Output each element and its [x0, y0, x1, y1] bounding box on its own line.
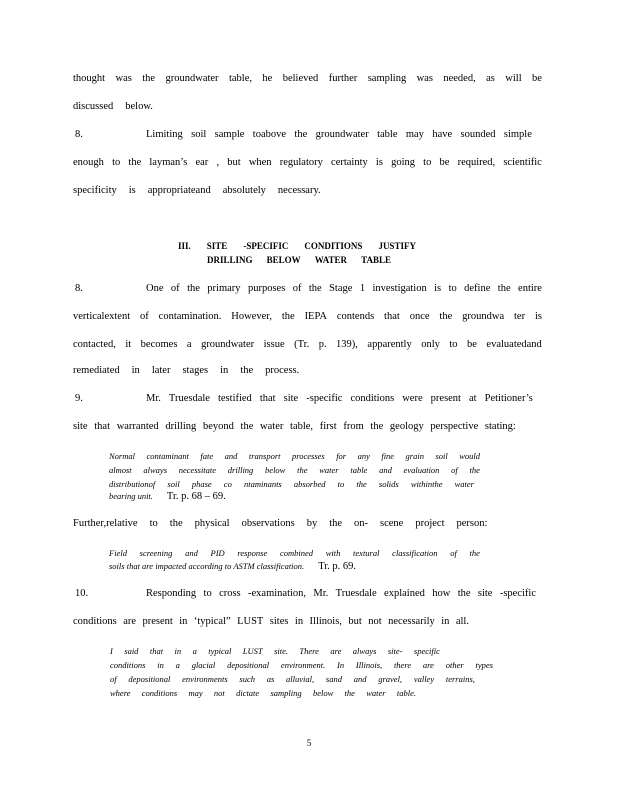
block-quote-line [109, 465, 480, 475]
word: where [110, 688, 131, 698]
word: of [110, 674, 117, 684]
word: there [393, 660, 412, 670]
word: necessarily [388, 616, 435, 627]
word: needed, [443, 73, 476, 84]
word: that [384, 311, 400, 322]
word: to [449, 339, 458, 350]
word: absorbed [293, 479, 326, 489]
word: site [477, 588, 493, 599]
word: Field [109, 548, 127, 558]
word: be [439, 157, 450, 168]
word: I [110, 646, 113, 656]
word: may [188, 688, 203, 698]
word: groundwater [165, 73, 219, 84]
word: Further,relative [73, 518, 138, 529]
word: ter [514, 311, 526, 322]
word: other [445, 660, 464, 670]
word: and [224, 451, 238, 461]
word: remediated [73, 365, 120, 376]
word: have [432, 129, 453, 140]
body-line [73, 185, 542, 196]
word: always [352, 646, 377, 656]
word: entire [518, 283, 542, 294]
word: TABLE [361, 255, 391, 265]
body-line [73, 101, 542, 112]
word: ‘typical” [193, 616, 231, 627]
word: would [459, 451, 480, 461]
word: that [149, 646, 164, 656]
word: drilling [165, 421, 197, 432]
body-line [73, 616, 469, 627]
word: drilling [227, 465, 254, 475]
block-quote-line [109, 561, 480, 572]
word: groundwa [462, 311, 505, 322]
block-quote-line [109, 479, 474, 489]
word: but [227, 157, 241, 168]
word: perspective [430, 421, 479, 432]
word: conditions [110, 660, 146, 670]
word: CONDITIONS [304, 241, 363, 251]
word: (Tr. [294, 339, 310, 350]
word: gravel, [378, 674, 403, 684]
word: necessary. [277, 185, 321, 196]
word: soil [167, 479, 180, 489]
block-quote-line [109, 451, 480, 461]
word: appropriateand [147, 185, 211, 196]
word: the [240, 421, 254, 432]
word: that [94, 421, 111, 432]
word: absolutely [222, 185, 266, 196]
word: was [115, 73, 132, 84]
word: One [146, 283, 164, 294]
word: the [356, 479, 367, 489]
word: said [124, 646, 139, 656]
quote-text: bearing unit. [109, 491, 153, 501]
word: almost [109, 465, 132, 475]
word: the [294, 129, 308, 140]
word: define [464, 283, 491, 294]
word: Mr. [313, 588, 329, 599]
word: that [259, 393, 276, 404]
word: BELOW [266, 255, 301, 265]
paragraph-number: 8. [75, 129, 83, 140]
word: water [454, 479, 474, 489]
word: site [73, 421, 88, 432]
word: depositional [227, 660, 270, 670]
word: , [216, 157, 220, 168]
word: of [140, 311, 149, 322]
word: classification [392, 548, 438, 558]
word: solids [378, 479, 399, 489]
word: sampling [270, 688, 302, 698]
word: in [174, 646, 182, 656]
word: below [265, 465, 286, 475]
word: present [142, 616, 173, 627]
word: any [357, 451, 370, 461]
word: further [328, 73, 358, 84]
word: to [337, 479, 345, 489]
word: the [169, 518, 183, 529]
body-line [73, 339, 542, 350]
word: ear [195, 157, 209, 168]
paragraph-number: 10. [75, 588, 89, 599]
word: IEPA [304, 311, 327, 322]
word: DRILLING [207, 255, 253, 265]
body-line [73, 365, 542, 376]
word: a [186, 339, 192, 350]
word: was [416, 73, 433, 84]
word: table. [396, 688, 416, 698]
word: as [266, 674, 275, 684]
word: terrains, [445, 674, 475, 684]
word: co [223, 479, 232, 489]
word: to [423, 157, 432, 168]
word: types [475, 660, 493, 670]
word: the [457, 588, 471, 599]
word: may [405, 129, 424, 140]
word: In [337, 660, 345, 670]
word: to [448, 283, 457, 294]
word: on- [354, 518, 369, 529]
word: stages [182, 365, 209, 376]
word: the [281, 311, 295, 322]
word: the [329, 518, 343, 529]
word: he [262, 73, 273, 84]
word: stating: [484, 421, 516, 432]
word: is [128, 185, 136, 196]
word: a [175, 660, 180, 670]
word: but [348, 616, 362, 627]
word: as [486, 73, 495, 84]
word: of [451, 465, 458, 475]
word: scientific [503, 157, 542, 168]
word: conditions [141, 688, 178, 698]
block-quote-line [110, 646, 440, 656]
word: regulatory [279, 157, 323, 168]
word: only [421, 339, 440, 350]
word: will [505, 73, 522, 84]
word: and [185, 548, 198, 558]
body-line [73, 421, 516, 432]
word: sounded [460, 129, 496, 140]
word: table [350, 465, 368, 475]
word: LUST [242, 646, 263, 656]
word: screening [139, 548, 173, 558]
word: depositional [128, 674, 171, 684]
word: from [343, 421, 364, 432]
word: the [240, 365, 254, 376]
word: table [377, 129, 398, 140]
word: distributionof [109, 479, 156, 489]
word: physical [194, 518, 230, 529]
transcript-citation: Tr. p. 68 – 69. [166, 491, 226, 502]
word: Stage [329, 283, 353, 294]
word: p. [318, 339, 327, 350]
word: certainty [331, 157, 368, 168]
word: PID [210, 548, 225, 558]
word: site- [387, 646, 403, 656]
word: dictate [236, 688, 260, 698]
word: simple [503, 129, 532, 140]
word: testified [217, 393, 252, 404]
paragraph-number: 9. [75, 393, 83, 404]
body-line [73, 157, 542, 168]
word: required, [457, 157, 496, 168]
word: sample [214, 129, 245, 140]
word: environment. [280, 660, 326, 670]
word: sampling [367, 73, 407, 84]
word: Mr. [146, 393, 161, 404]
word: WATER [314, 255, 348, 265]
word: and [353, 674, 367, 684]
word: with [325, 548, 341, 558]
word: toabove [252, 129, 287, 140]
word: of [170, 283, 180, 294]
word: at [469, 393, 477, 404]
word: by [306, 518, 318, 529]
body-line [146, 129, 532, 140]
word: becomes [140, 339, 178, 350]
word: the [439, 311, 453, 322]
word: textural [353, 548, 380, 558]
word: fate [200, 451, 214, 461]
word: the [308, 283, 322, 294]
word: LUST [237, 616, 264, 627]
word: the [142, 73, 156, 84]
word: once [409, 311, 430, 322]
word: in [294, 616, 304, 627]
word: III. [178, 241, 191, 251]
word: explained [384, 588, 425, 599]
block-quote-line [110, 688, 416, 698]
word: the [469, 548, 480, 558]
word: evaluation [403, 465, 440, 475]
word: in [220, 365, 229, 376]
word: water [366, 688, 386, 698]
word: warranted [116, 421, 159, 432]
word: for [336, 451, 347, 461]
word: be [532, 73, 542, 84]
paragraph-number: 8. [75, 283, 83, 294]
word: contacted, [73, 339, 116, 350]
word: not [368, 616, 382, 627]
word: contaminant [146, 451, 189, 461]
word: to [112, 157, 121, 168]
word: glacial [191, 660, 216, 670]
word: in [131, 365, 140, 376]
word: were [402, 393, 423, 404]
block-quote-line [110, 660, 493, 670]
word: in [441, 616, 450, 627]
word: phase [191, 479, 212, 489]
word: the [344, 688, 355, 698]
body-line [146, 393, 533, 404]
word: sand [325, 674, 342, 684]
section-heading [178, 241, 416, 251]
word: the [469, 465, 480, 475]
word: necessitate [178, 465, 217, 475]
word: valley [413, 674, 435, 684]
word: going [391, 157, 416, 168]
word: to [149, 518, 158, 529]
word: soil [435, 451, 448, 461]
word: is [434, 283, 442, 294]
word: table, [290, 421, 314, 432]
word: contamination. [158, 311, 222, 322]
word: below. [125, 101, 153, 112]
word: in [179, 616, 188, 627]
word: scene [380, 518, 404, 529]
word: typical [208, 646, 232, 656]
word: Limiting [146, 129, 183, 140]
word: verticalextent [73, 311, 131, 322]
word: alluvial, [286, 674, 315, 684]
word: contends [336, 311, 375, 322]
word: apparently [367, 339, 412, 350]
block-quote-line [110, 674, 475, 684]
word: observations [241, 518, 295, 529]
word: transport [248, 451, 281, 461]
word: SITE [206, 241, 228, 251]
word: to [203, 588, 212, 599]
word: purposes [247, 283, 286, 294]
word: later [151, 365, 171, 376]
word: conditions [350, 393, 395, 404]
word: conditions [73, 616, 117, 627]
word: is [375, 157, 383, 168]
word: beyond [202, 421, 234, 432]
word: be [467, 339, 477, 350]
quote-text: soils that are impacted according to ASTM classification. [109, 561, 305, 571]
word: in [157, 660, 164, 670]
word: However, [231, 311, 272, 322]
word: groundwater [201, 339, 255, 350]
word: it [125, 339, 132, 350]
word: JUSTIFY [378, 241, 416, 251]
word: the [187, 283, 200, 294]
word: process. [265, 365, 300, 376]
word: Illinois, [355, 660, 383, 670]
word: present [430, 393, 461, 404]
word: the [497, 283, 511, 294]
body-line [73, 311, 542, 322]
word: table, [228, 73, 252, 84]
word: ntaminants [243, 479, 282, 489]
word: a [192, 646, 197, 656]
block-quote-line [109, 548, 480, 558]
word: enough [73, 157, 104, 168]
word: the [128, 157, 142, 168]
word: all. [455, 616, 469, 627]
word: Normal [109, 451, 135, 461]
word: soil [191, 129, 207, 140]
word: water [319, 465, 339, 475]
word: the [370, 421, 384, 432]
word: discussed [73, 101, 114, 112]
word: -SPECIFIC [243, 241, 289, 251]
block-quote-line [109, 491, 480, 502]
word: always [143, 465, 168, 475]
body-line [146, 283, 542, 294]
word: response [237, 548, 268, 558]
page-number: 5 [306, 738, 312, 748]
word: grain [405, 451, 424, 461]
word: site. [274, 646, 288, 656]
word: and [379, 465, 392, 475]
word: layman’s [149, 157, 188, 168]
word: 1 [359, 283, 366, 294]
body-line [73, 73, 542, 84]
word: water [260, 421, 284, 432]
word: primary [207, 283, 241, 294]
word: how [432, 588, 451, 599]
word: fine [381, 451, 395, 461]
word: when [248, 157, 272, 168]
word: Truesdale [168, 393, 210, 404]
word: project [415, 518, 445, 529]
body-line [73, 518, 542, 529]
word: person: [456, 518, 488, 529]
word: is [534, 311, 542, 322]
word: such [239, 674, 255, 684]
word: the [297, 465, 308, 475]
word: 139), [336, 339, 358, 350]
word: Responding [146, 588, 197, 599]
word: There [299, 646, 319, 656]
word: are [422, 660, 434, 670]
section-heading [207, 255, 391, 265]
word: of [450, 548, 457, 558]
word: of [292, 283, 302, 294]
word: Illinois, [309, 616, 342, 627]
word: below [312, 688, 334, 698]
body-line [146, 588, 536, 599]
word: site [283, 393, 299, 404]
transcript-citation: Tr. p. 69. [318, 561, 357, 572]
word: geology [389, 421, 424, 432]
word: first [319, 421, 337, 432]
word: investigation [372, 283, 427, 294]
word: believed [282, 73, 319, 84]
word: withinthe [410, 479, 443, 489]
word: are [123, 616, 137, 627]
word: thought [73, 73, 106, 84]
word: Petitioner’s [484, 393, 533, 404]
word: are [330, 646, 342, 656]
word: groundwater [315, 129, 369, 140]
word: processes [291, 451, 325, 461]
word: cross [219, 588, 241, 599]
word: evaluatedand [486, 339, 542, 350]
word: environments [182, 674, 228, 684]
word: specificity [73, 185, 117, 196]
word: combined [279, 548, 313, 558]
word: not [213, 688, 225, 698]
word: -specific [499, 588, 536, 599]
word: -specific [306, 393, 343, 404]
word: specific [413, 646, 440, 656]
word: sites [269, 616, 289, 627]
word: Truesdale [335, 588, 377, 599]
word: -examination, [248, 588, 307, 599]
word: issue [263, 339, 285, 350]
